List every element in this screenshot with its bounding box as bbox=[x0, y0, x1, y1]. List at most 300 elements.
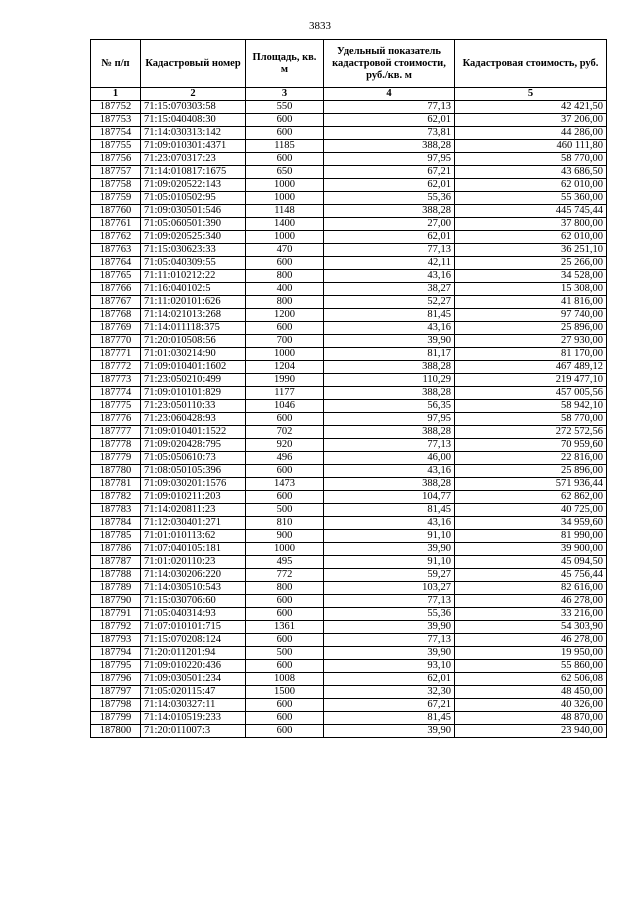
cell-cadastral-number: 71:15:070303:58 bbox=[141, 101, 246, 114]
cell-cadastral-number: 71:09:010211:203 bbox=[141, 491, 246, 504]
cell-index: 187760 bbox=[91, 205, 141, 218]
cell-index: 187794 bbox=[91, 647, 141, 660]
cell-cost: 34 959,60 bbox=[455, 517, 607, 530]
cell-rate: 81,45 bbox=[324, 712, 455, 725]
table-row bbox=[91, 140, 607, 153]
table-row bbox=[91, 712, 607, 725]
cell-cost: 467 489,12 bbox=[455, 361, 607, 374]
cell-cadastral-number: 71:09:030201:1576 bbox=[141, 478, 246, 491]
cell-area: 600 bbox=[246, 595, 324, 608]
cell-cadastral-number: 71:09:020525:340 bbox=[141, 231, 246, 244]
cell-index: 187752 bbox=[91, 101, 141, 114]
cadastral-table bbox=[90, 39, 607, 738]
table-header bbox=[91, 40, 607, 101]
cell-area: 550 bbox=[246, 101, 324, 114]
cell-cost: 62 010,00 bbox=[455, 179, 607, 192]
table-row bbox=[91, 595, 607, 608]
table-row bbox=[91, 283, 607, 296]
cell-cost: 460 111,80 bbox=[455, 140, 607, 153]
table-row bbox=[91, 153, 607, 166]
header-row bbox=[91, 40, 607, 88]
cell-cost: 41 816,00 bbox=[455, 296, 607, 309]
cell-rate: 62,01 bbox=[324, 179, 455, 192]
cell-area: 600 bbox=[246, 634, 324, 647]
cell-index: 187783 bbox=[91, 504, 141, 517]
cell-area: 1200 bbox=[246, 309, 324, 322]
cell-rate: 104,77 bbox=[324, 491, 455, 504]
cell-cost: 571 936,44 bbox=[455, 478, 607, 491]
cell-index: 187797 bbox=[91, 686, 141, 699]
cell-cost: 62 862,00 bbox=[455, 491, 607, 504]
cell-cost: 37 206,00 bbox=[455, 114, 607, 127]
cell-index: 187759 bbox=[91, 192, 141, 205]
table-row bbox=[91, 634, 607, 647]
cell-cadastral-number: 71:16:040102:5 bbox=[141, 283, 246, 296]
cell-area: 600 bbox=[246, 608, 324, 621]
cell-index: 187775 bbox=[91, 400, 141, 413]
cell-cadastral-number: 71:07:040105:181 bbox=[141, 543, 246, 556]
cell-index: 187758 bbox=[91, 179, 141, 192]
cell-index: 187782 bbox=[91, 491, 141, 504]
table-row bbox=[91, 231, 607, 244]
cell-cost: 25 266,00 bbox=[455, 257, 607, 270]
cell-index: 187761 bbox=[91, 218, 141, 231]
table-row bbox=[91, 608, 607, 621]
cell-index: 187765 bbox=[91, 270, 141, 283]
cell-rate: 77,13 bbox=[324, 101, 455, 114]
cell-index: 187772 bbox=[91, 361, 141, 374]
cell-index: 187799 bbox=[91, 712, 141, 725]
cell-cadastral-number: 71:14:011118:375 bbox=[141, 322, 246, 335]
table-row bbox=[91, 582, 607, 595]
cell-rate: 388,28 bbox=[324, 205, 455, 218]
table-row bbox=[91, 660, 607, 673]
cell-index: 187800 bbox=[91, 725, 141, 738]
cell-rate: 43,16 bbox=[324, 270, 455, 283]
cell-area: 1177 bbox=[246, 387, 324, 400]
cell-rate: 59,27 bbox=[324, 569, 455, 582]
cell-cost: 36 251,10 bbox=[455, 244, 607, 257]
cell-area: 1204 bbox=[246, 361, 324, 374]
cell-cadastral-number: 71:11:020101:626 bbox=[141, 296, 246, 309]
cell-cadastral-number: 71:14:030206:220 bbox=[141, 569, 246, 582]
cell-cadastral-number: 71:09:020428:795 bbox=[141, 439, 246, 452]
cell-area: 920 bbox=[246, 439, 324, 452]
cell-index: 187755 bbox=[91, 140, 141, 153]
cell-cadastral-number: 71:05:040314:93 bbox=[141, 608, 246, 621]
cell-index: 187787 bbox=[91, 556, 141, 569]
cell-cost: 81 170,00 bbox=[455, 348, 607, 361]
cell-area: 650 bbox=[246, 166, 324, 179]
cell-rate: 388,28 bbox=[324, 140, 455, 153]
cell-index: 187756 bbox=[91, 153, 141, 166]
table-row bbox=[91, 361, 607, 374]
cell-cadastral-number: 71:09:010401:1522 bbox=[141, 426, 246, 439]
table-row bbox=[91, 686, 607, 699]
cell-area: 1400 bbox=[246, 218, 324, 231]
cell-cost: 37 800,00 bbox=[455, 218, 607, 231]
header-index: № п/п bbox=[91, 40, 141, 88]
cell-cost: 55 360,00 bbox=[455, 192, 607, 205]
cell-cadastral-number: 71:20:010508:56 bbox=[141, 335, 246, 348]
cell-cadastral-number: 71:15:070208:124 bbox=[141, 634, 246, 647]
table-row bbox=[91, 504, 607, 517]
cell-index: 187780 bbox=[91, 465, 141, 478]
cell-cost: 33 216,00 bbox=[455, 608, 607, 621]
cell-cost: 25 896,00 bbox=[455, 322, 607, 335]
table-row bbox=[91, 426, 607, 439]
cell-cost: 55 860,00 bbox=[455, 660, 607, 673]
cell-area: 900 bbox=[246, 530, 324, 543]
table-body bbox=[91, 101, 607, 738]
cell-cadastral-number: 71:23:050210:499 bbox=[141, 374, 246, 387]
table-row bbox=[91, 725, 607, 738]
cell-cost: 40 326,00 bbox=[455, 699, 607, 712]
cell-rate: 77,13 bbox=[324, 595, 455, 608]
cell-rate: 93,10 bbox=[324, 660, 455, 673]
cell-index: 187762 bbox=[91, 231, 141, 244]
cell-rate: 91,10 bbox=[324, 556, 455, 569]
table-row bbox=[91, 322, 607, 335]
cell-cadastral-number: 71:23:050110:33 bbox=[141, 400, 246, 413]
table-row bbox=[91, 621, 607, 634]
cell-cost: 81 990,00 bbox=[455, 530, 607, 543]
cell-cadastral-number: 71:14:021013:268 bbox=[141, 309, 246, 322]
table-row bbox=[91, 452, 607, 465]
cell-rate: 81,45 bbox=[324, 309, 455, 322]
table-row bbox=[91, 556, 607, 569]
cell-rate: 67,21 bbox=[324, 166, 455, 179]
cell-cadastral-number: 71:09:010101:829 bbox=[141, 387, 246, 400]
cell-rate: 39,90 bbox=[324, 335, 455, 348]
table-row bbox=[91, 335, 607, 348]
table-row bbox=[91, 296, 607, 309]
cell-cadastral-number: 71:15:040408:30 bbox=[141, 114, 246, 127]
cell-area: 500 bbox=[246, 647, 324, 660]
cell-area: 500 bbox=[246, 504, 324, 517]
cell-rate: 39,90 bbox=[324, 543, 455, 556]
cell-area: 1008 bbox=[246, 673, 324, 686]
cell-rate: 43,16 bbox=[324, 517, 455, 530]
cell-area: 1990 bbox=[246, 374, 324, 387]
cell-rate: 97,95 bbox=[324, 153, 455, 166]
cell-cadastral-number: 71:05:010502:95 bbox=[141, 192, 246, 205]
cell-area: 1000 bbox=[246, 179, 324, 192]
cell-index: 187786 bbox=[91, 543, 141, 556]
cell-rate: 39,90 bbox=[324, 647, 455, 660]
cell-cadastral-number: 71:01:030214:90 bbox=[141, 348, 246, 361]
cell-area: 470 bbox=[246, 244, 324, 257]
cell-cost: 219 477,10 bbox=[455, 374, 607, 387]
cell-rate: 52,27 bbox=[324, 296, 455, 309]
cell-area: 800 bbox=[246, 582, 324, 595]
cell-cadastral-number: 71:09:030501:546 bbox=[141, 205, 246, 218]
cell-cadastral-number: 71:08:050105:396 bbox=[141, 465, 246, 478]
table-row bbox=[91, 530, 607, 543]
cell-cadastral-number: 71:05:020115:47 bbox=[141, 686, 246, 699]
cell-rate: 91,10 bbox=[324, 530, 455, 543]
cell-index: 187766 bbox=[91, 283, 141, 296]
cell-cost: 34 528,00 bbox=[455, 270, 607, 283]
cell-area: 1361 bbox=[246, 621, 324, 634]
cell-rate: 43,16 bbox=[324, 322, 455, 335]
cell-cost: 46 278,00 bbox=[455, 595, 607, 608]
table-row bbox=[91, 517, 607, 530]
cell-cadastral-number: 71:09:020522:143 bbox=[141, 179, 246, 192]
table-row bbox=[91, 179, 607, 192]
cell-area: 600 bbox=[246, 660, 324, 673]
table-row bbox=[91, 699, 607, 712]
table-row bbox=[91, 543, 607, 556]
cell-cadastral-number: 71:07:010101:715 bbox=[141, 621, 246, 634]
cell-area: 600 bbox=[246, 712, 324, 725]
cell-index: 187753 bbox=[91, 114, 141, 127]
cell-cadastral-number: 71:09:010220:436 bbox=[141, 660, 246, 673]
cell-cost: 27 930,00 bbox=[455, 335, 607, 348]
cell-cost: 25 896,00 bbox=[455, 465, 607, 478]
cell-cost: 45 094,50 bbox=[455, 556, 607, 569]
table-row bbox=[91, 205, 607, 218]
cell-area: 1046 bbox=[246, 400, 324, 413]
cell-rate: 62,01 bbox=[324, 114, 455, 127]
cell-index: 187773 bbox=[91, 374, 141, 387]
cell-index: 187798 bbox=[91, 699, 141, 712]
table-row bbox=[91, 348, 607, 361]
cell-rate: 103,27 bbox=[324, 582, 455, 595]
cell-cadastral-number: 71:09:010401:1602 bbox=[141, 361, 246, 374]
cell-cost: 70 959,60 bbox=[455, 439, 607, 452]
cell-area: 700 bbox=[246, 335, 324, 348]
table-row bbox=[91, 491, 607, 504]
cell-index: 187793 bbox=[91, 634, 141, 647]
cell-cadastral-number: 71:20:011007:3 bbox=[141, 725, 246, 738]
cell-rate: 388,28 bbox=[324, 478, 455, 491]
cell-index: 187777 bbox=[91, 426, 141, 439]
cell-rate: 62,01 bbox=[324, 231, 455, 244]
cell-index: 187788 bbox=[91, 569, 141, 582]
cell-index: 187771 bbox=[91, 348, 141, 361]
cell-rate: 77,13 bbox=[324, 634, 455, 647]
column-number-row bbox=[91, 88, 607, 101]
header-cost: Кадастровая стоимость, руб. bbox=[455, 40, 607, 88]
cell-index: 187754 bbox=[91, 127, 141, 140]
cell-index: 187790 bbox=[91, 595, 141, 608]
cell-index: 187763 bbox=[91, 244, 141, 257]
cell-index: 187791 bbox=[91, 608, 141, 621]
table-row bbox=[91, 270, 607, 283]
cell-area: 1500 bbox=[246, 686, 324, 699]
cell-cost: 457 005,56 bbox=[455, 387, 607, 400]
cell-cadastral-number: 71:01:020110:23 bbox=[141, 556, 246, 569]
column-number: 2 bbox=[141, 88, 246, 101]
cell-cadastral-number: 71:14:010817:1675 bbox=[141, 166, 246, 179]
cell-rate: 73,81 bbox=[324, 127, 455, 140]
table-row bbox=[91, 257, 607, 270]
table-row bbox=[91, 244, 607, 257]
cell-index: 187796 bbox=[91, 673, 141, 686]
cell-rate: 67,21 bbox=[324, 699, 455, 712]
column-number: 4 bbox=[324, 88, 455, 101]
cell-cost: 82 616,00 bbox=[455, 582, 607, 595]
cell-index: 187774 bbox=[91, 387, 141, 400]
cell-area: 600 bbox=[246, 699, 324, 712]
cell-cost: 43 686,50 bbox=[455, 166, 607, 179]
cell-area: 1000 bbox=[246, 543, 324, 556]
cell-rate: 77,13 bbox=[324, 439, 455, 452]
cell-rate: 55,36 bbox=[324, 192, 455, 205]
cell-cadastral-number: 71:14:010519:233 bbox=[141, 712, 246, 725]
header-rate: Удельный показатель кадастровой стоимости, руб./кв. м bbox=[324, 40, 455, 88]
table-row bbox=[91, 673, 607, 686]
cell-rate: 388,28 bbox=[324, 361, 455, 374]
cell-index: 187785 bbox=[91, 530, 141, 543]
page-number: 3833 bbox=[309, 20, 331, 32]
table-row bbox=[91, 166, 607, 179]
cell-cost: 58 770,00 bbox=[455, 413, 607, 426]
cell-rate: 32,30 bbox=[324, 686, 455, 699]
cell-cadastral-number: 71:05:060501:390 bbox=[141, 218, 246, 231]
cell-area: 772 bbox=[246, 569, 324, 582]
cell-cost: 22 816,00 bbox=[455, 452, 607, 465]
cell-index: 187767 bbox=[91, 296, 141, 309]
table-row bbox=[91, 400, 607, 413]
cell-area: 1185 bbox=[246, 140, 324, 153]
cell-cost: 23 940,00 bbox=[455, 725, 607, 738]
column-number: 5 bbox=[455, 88, 607, 101]
cell-cost: 58 770,00 bbox=[455, 153, 607, 166]
cell-cost: 62 010,00 bbox=[455, 231, 607, 244]
cell-rate: 39,90 bbox=[324, 621, 455, 634]
cell-cadastral-number: 71:23:070317:23 bbox=[141, 153, 246, 166]
cell-cadastral-number: 71:12:030401:271 bbox=[141, 517, 246, 530]
cell-index: 187792 bbox=[91, 621, 141, 634]
cell-index: 187764 bbox=[91, 257, 141, 270]
table-row bbox=[91, 101, 607, 114]
table-row bbox=[91, 114, 607, 127]
cell-index: 187779 bbox=[91, 452, 141, 465]
cell-area: 1000 bbox=[246, 192, 324, 205]
table-row bbox=[91, 413, 607, 426]
cell-index: 187778 bbox=[91, 439, 141, 452]
cell-area: 495 bbox=[246, 556, 324, 569]
cell-area: 600 bbox=[246, 322, 324, 335]
column-number: 1 bbox=[91, 88, 141, 101]
cell-rate: 81,45 bbox=[324, 504, 455, 517]
cell-cost: 40 725,00 bbox=[455, 504, 607, 517]
cell-rate: 77,13 bbox=[324, 244, 455, 257]
cell-area: 600 bbox=[246, 257, 324, 270]
cell-cadastral-number: 71:14:030510:543 bbox=[141, 582, 246, 595]
cell-cost: 97 740,00 bbox=[455, 309, 607, 322]
cell-cost: 48 870,00 bbox=[455, 712, 607, 725]
cell-cadastral-number: 71:15:030623:33 bbox=[141, 244, 246, 257]
cell-index: 187769 bbox=[91, 322, 141, 335]
cell-area: 600 bbox=[246, 413, 324, 426]
cell-cost: 15 308,00 bbox=[455, 283, 607, 296]
cell-area: 1000 bbox=[246, 231, 324, 244]
cell-rate: 388,28 bbox=[324, 387, 455, 400]
cell-area: 600 bbox=[246, 127, 324, 140]
cell-area: 600 bbox=[246, 725, 324, 738]
cell-rate: 42,11 bbox=[324, 257, 455, 270]
cell-cadastral-number: 71:09:010301:4371 bbox=[141, 140, 246, 153]
cell-cadastral-number: 71:23:060428:93 bbox=[141, 413, 246, 426]
cell-cost: 58 942,10 bbox=[455, 400, 607, 413]
cell-rate: 110,29 bbox=[324, 374, 455, 387]
cell-cadastral-number: 71:20:011201:94 bbox=[141, 647, 246, 660]
cell-index: 187776 bbox=[91, 413, 141, 426]
cell-cost: 19 950,00 bbox=[455, 647, 607, 660]
cell-cadastral-number: 71:05:040309:55 bbox=[141, 257, 246, 270]
cell-cost: 44 286,00 bbox=[455, 127, 607, 140]
cell-rate: 81,17 bbox=[324, 348, 455, 361]
cell-rate: 55,36 bbox=[324, 608, 455, 621]
cell-rate: 388,28 bbox=[324, 426, 455, 439]
cell-index: 187795 bbox=[91, 660, 141, 673]
cell-rate: 56,35 bbox=[324, 400, 455, 413]
cell-area: 1000 bbox=[246, 348, 324, 361]
cell-cadastral-number: 71:14:020811:23 bbox=[141, 504, 246, 517]
cell-cadastral-number: 71:14:030327:11 bbox=[141, 699, 246, 712]
cell-cost: 62 506,08 bbox=[455, 673, 607, 686]
table-row bbox=[91, 478, 607, 491]
cell-index: 187781 bbox=[91, 478, 141, 491]
cell-rate: 27,00 bbox=[324, 218, 455, 231]
cell-rate: 38,27 bbox=[324, 283, 455, 296]
cell-index: 187784 bbox=[91, 517, 141, 530]
cell-rate: 39,90 bbox=[324, 725, 455, 738]
cell-index: 187789 bbox=[91, 582, 141, 595]
table-row bbox=[91, 387, 607, 400]
cell-area: 810 bbox=[246, 517, 324, 530]
table-row bbox=[91, 218, 607, 231]
cell-cost: 46 278,00 bbox=[455, 634, 607, 647]
table-row bbox=[91, 127, 607, 140]
cell-cadastral-number: 71:11:010212:22 bbox=[141, 270, 246, 283]
table-row bbox=[91, 465, 607, 478]
cell-rate: 97,95 bbox=[324, 413, 455, 426]
cell-area: 400 bbox=[246, 283, 324, 296]
cell-cadastral-number: 71:05:050610:73 bbox=[141, 452, 246, 465]
cell-index: 187770 bbox=[91, 335, 141, 348]
cell-cost: 48 450,00 bbox=[455, 686, 607, 699]
cell-cadastral-number: 71:15:030706:60 bbox=[141, 595, 246, 608]
table-row bbox=[91, 439, 607, 452]
cell-cost: 39 900,00 bbox=[455, 543, 607, 556]
cell-area: 600 bbox=[246, 153, 324, 166]
cell-cadastral-number: 71:14:030313:142 bbox=[141, 127, 246, 140]
cell-area: 702 bbox=[246, 426, 324, 439]
cell-area: 600 bbox=[246, 465, 324, 478]
header-area: Площадь, кв. м bbox=[246, 40, 324, 88]
cell-cost: 445 745,44 bbox=[455, 205, 607, 218]
cell-cost: 45 756,44 bbox=[455, 569, 607, 582]
table-row bbox=[91, 192, 607, 205]
cell-area: 1473 bbox=[246, 478, 324, 491]
cell-area: 800 bbox=[246, 270, 324, 283]
cell-cadastral-number: 71:09:030501:234 bbox=[141, 673, 246, 686]
table-row bbox=[91, 374, 607, 387]
cell-rate: 62,01 bbox=[324, 673, 455, 686]
cell-area: 600 bbox=[246, 114, 324, 127]
cell-index: 187757 bbox=[91, 166, 141, 179]
cell-rate: 46,00 bbox=[324, 452, 455, 465]
cell-area: 800 bbox=[246, 296, 324, 309]
header-cadastral-number: Кадастровый номер bbox=[141, 40, 246, 88]
cell-area: 1148 bbox=[246, 205, 324, 218]
cell-cost: 42 421,50 bbox=[455, 101, 607, 114]
cell-area: 496 bbox=[246, 452, 324, 465]
